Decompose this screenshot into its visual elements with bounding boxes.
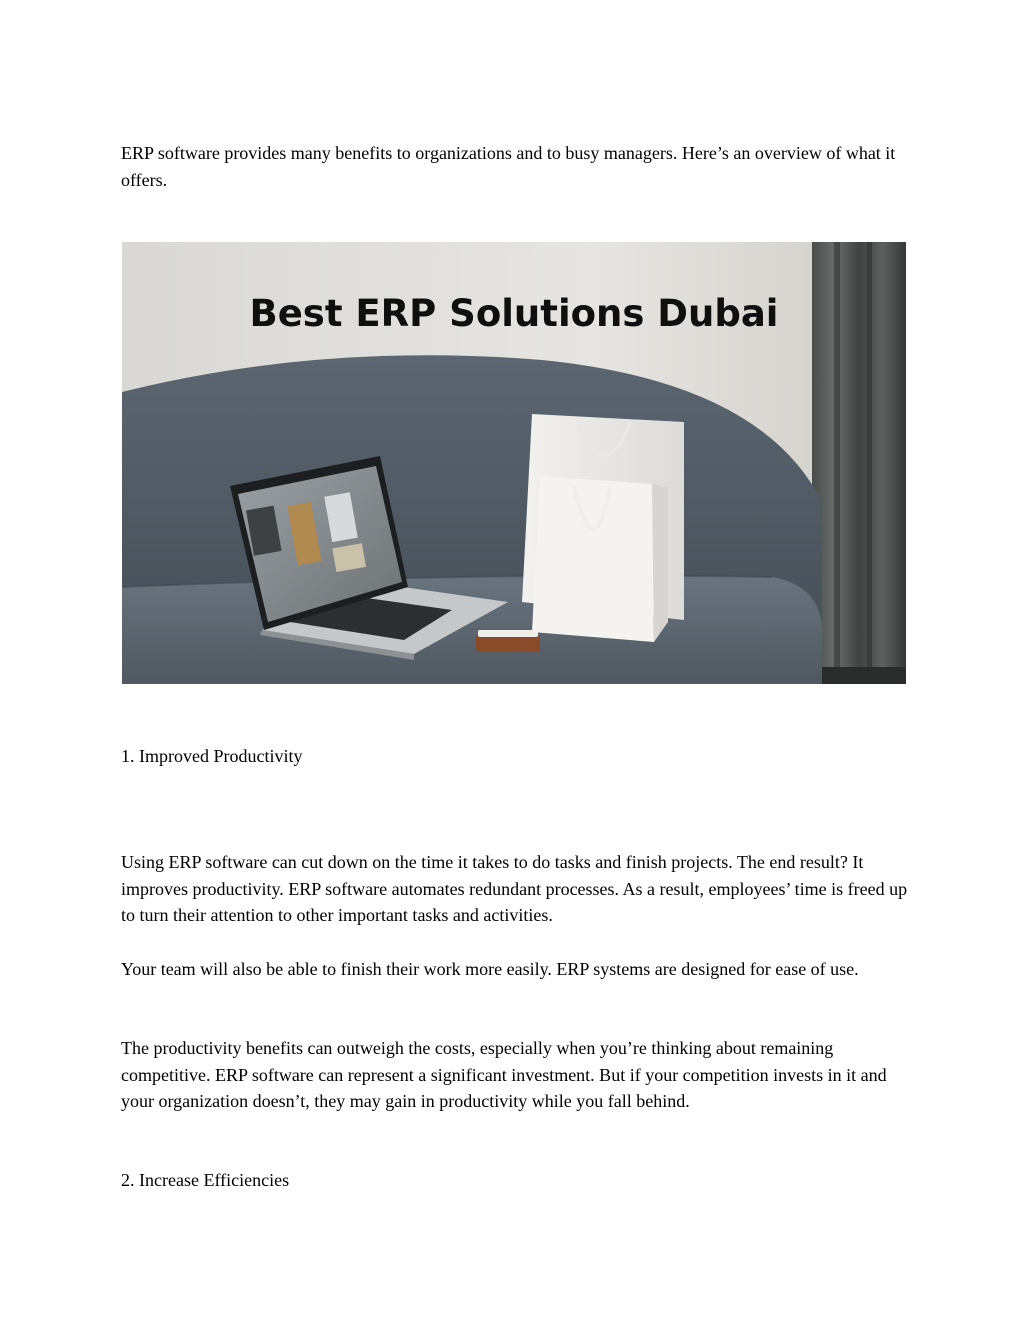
productivity-paragraph-1: Using ERP software can cut down on the time it takes to do tasks and finish projects. The end result? It improves productivity. ERP software automates redundant processes. As a result, employees’ time is freed up to turn their attention to other important tasks and activities. [121, 852, 908, 925]
banner-title: Best ERP Solutions Dubai [249, 292, 779, 335]
erp-banner-image [122, 242, 906, 684]
section-heading-efficiencies: 2. Increase Efficiencies [121, 1170, 290, 1190]
section-heading-productivity: 1. Improved Productivity [121, 746, 303, 766]
intro-paragraph: ERP software provides many benefits to organizations and to busy managers. Here’s an overview of what it offers. [121, 143, 896, 190]
productivity-paragraph-3: The productivity benefits can outweigh the costs, especially when you’re thinking about remaining competitive. ERP software can represent a significant investment. But if your competition invests in it and your organization doesn’t, they may gain in productivity while you fall behind. [121, 1038, 887, 1111]
productivity-paragraph-2: Your team will also be able to finish their work more easily. ERP systems are designed for ease of use. [121, 959, 859, 979]
